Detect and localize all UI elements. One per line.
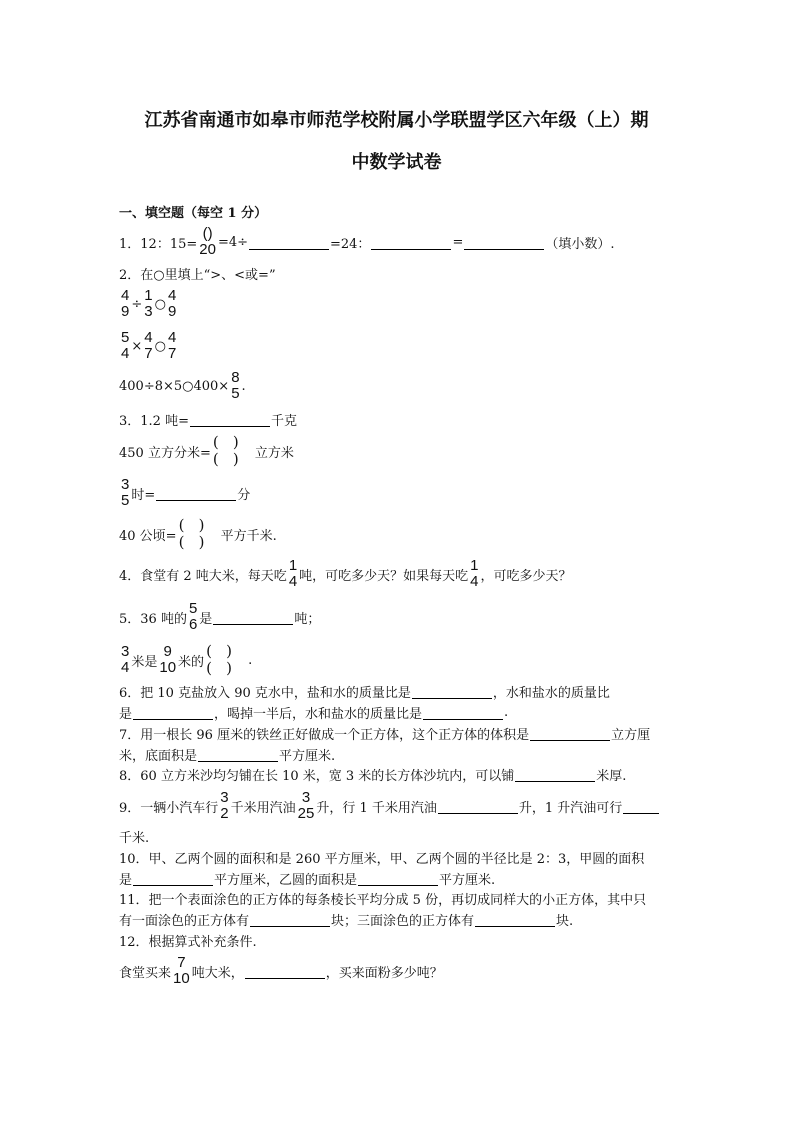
text: 平方厘米. bbox=[439, 872, 496, 888]
fraction bbox=[159, 644, 176, 676]
question-line bbox=[119, 369, 246, 402]
question-line bbox=[119, 642, 253, 677]
text: 11．把一个表面涂色的正方体的每条棱长平均分成 5 份，再切成同样大的小正方体，其中只 bbox=[119, 892, 647, 908]
text: （填小数）. bbox=[545, 236, 615, 252]
numerator: 4 bbox=[121, 287, 130, 304]
text: 是 bbox=[119, 706, 133, 722]
numerator: 3 bbox=[121, 643, 130, 660]
answer-blank[interactable] bbox=[190, 412, 270, 427]
text: 6．把 10 克盐放入 90 克水中，盐和水的质量比是 bbox=[119, 685, 411, 701]
text: 立方厘 bbox=[611, 727, 651, 743]
numerator: 3 bbox=[220, 789, 229, 806]
paren-slot: ( ) bbox=[212, 433, 239, 451]
text: 是 bbox=[119, 872, 133, 888]
denominator: 7 bbox=[144, 345, 153, 362]
answer-blank[interactable] bbox=[249, 235, 329, 250]
question-line bbox=[119, 225, 615, 258]
numerator: () bbox=[202, 225, 213, 242]
denominator: 10 bbox=[173, 970, 190, 987]
numerator: 9 bbox=[163, 643, 172, 660]
question-line bbox=[119, 433, 294, 468]
text: . bbox=[241, 378, 246, 394]
text: 米是 bbox=[131, 654, 158, 670]
paren-fraction-blank[interactable] bbox=[179, 517, 219, 551]
text: 1．12：15= bbox=[119, 236, 198, 252]
text: 米，底面积是 bbox=[119, 748, 198, 764]
numerator: 3 bbox=[121, 476, 130, 493]
text: 有一面涂色的正方体有 bbox=[119, 913, 250, 929]
text: 12．根据算式补充条件. bbox=[119, 934, 257, 950]
denominator: 5 bbox=[231, 385, 240, 402]
fraction bbox=[168, 288, 176, 320]
denominator: 7 bbox=[167, 345, 177, 362]
text: 2．在○里填上“>、<或=” bbox=[119, 267, 276, 283]
question-line bbox=[119, 600, 321, 633]
answer-blank[interactable] bbox=[371, 235, 451, 250]
text: ，买来面粉多少吨？ bbox=[325, 965, 443, 981]
denominator: 4 bbox=[121, 345, 130, 362]
denominator: 20 bbox=[199, 241, 216, 258]
question-line bbox=[119, 329, 178, 362]
text: 4．食堂有 2 吨大米，每天吃 bbox=[119, 568, 287, 584]
answer-blank[interactable] bbox=[475, 912, 555, 927]
answer-blank[interactable] bbox=[133, 705, 213, 720]
numerator: 3 bbox=[301, 789, 311, 806]
text: 10．甲、乙两个圆的面积和是 260 平方厘米，甲、乙两个圆的半径比是 2：3，甲圆的面积 bbox=[119, 851, 645, 867]
text: 平方千米. bbox=[220, 528, 277, 544]
text: ，水和盐水的质量比 bbox=[492, 685, 610, 701]
fraction bbox=[121, 288, 129, 320]
question-line bbox=[119, 476, 251, 509]
fraction bbox=[173, 955, 190, 987]
fraction bbox=[168, 330, 176, 362]
question-line bbox=[119, 557, 572, 590]
text: 3．1.2 吨= bbox=[119, 413, 189, 429]
text: 时= bbox=[131, 487, 156, 503]
fraction bbox=[220, 790, 228, 822]
text: ，喝掉一半后，水和盐水的质量比是 bbox=[214, 706, 423, 722]
answer-blank[interactable] bbox=[530, 726, 610, 741]
question-line bbox=[119, 723, 650, 743]
denominator: 3 bbox=[144, 303, 153, 320]
text: 是 bbox=[199, 611, 213, 627]
text: 升，行 1 千米用汽油 bbox=[316, 800, 437, 816]
text: 平方厘米，乙圆的面积是 bbox=[214, 872, 358, 888]
question-line bbox=[119, 909, 573, 929]
question-line bbox=[119, 868, 495, 888]
paren-slot: ( ) bbox=[178, 516, 205, 534]
text: 吨； bbox=[294, 611, 321, 627]
text: 吨，可吃多少天？如果每天吃 bbox=[299, 568, 469, 584]
answer-blank[interactable] bbox=[412, 684, 492, 699]
text: 米的 bbox=[178, 654, 205, 670]
text: 千米. bbox=[119, 830, 150, 846]
question-line bbox=[119, 263, 276, 283]
text: × bbox=[131, 338, 143, 354]
text: = bbox=[452, 234, 464, 250]
paren-slot: ( ) bbox=[206, 642, 232, 660]
numerator: 1 bbox=[470, 557, 479, 574]
question-line bbox=[119, 930, 257, 950]
fraction bbox=[289, 558, 297, 590]
question-line bbox=[119, 764, 626, 784]
text: 吨大米， bbox=[191, 965, 244, 981]
denominator: 4 bbox=[121, 659, 130, 676]
question-line bbox=[119, 826, 149, 846]
text: ÷ bbox=[131, 296, 143, 312]
denominator: 9 bbox=[121, 303, 130, 320]
text: 40 公顷= bbox=[119, 528, 177, 544]
question-line bbox=[119, 847, 644, 867]
answer-blank[interactable] bbox=[515, 767, 595, 782]
question-line bbox=[119, 888, 646, 908]
fraction bbox=[470, 558, 478, 590]
text: ○ bbox=[154, 296, 166, 312]
paren-slot: ( ) bbox=[212, 450, 239, 468]
denominator: 10 bbox=[159, 659, 177, 676]
fraction bbox=[121, 330, 129, 362]
numerator: 4 bbox=[144, 329, 153, 346]
text: 千克 bbox=[270, 413, 297, 429]
text: =24： bbox=[330, 236, 371, 252]
denominator: 2 bbox=[220, 805, 229, 822]
paren-fraction-blank[interactable] bbox=[213, 434, 253, 468]
numerator: 4 bbox=[167, 287, 177, 304]
answer-blank[interactable] bbox=[213, 610, 293, 625]
numerator: 1 bbox=[144, 287, 153, 304]
text: 升，1 升汽油可行 bbox=[518, 800, 623, 816]
answer-blank[interactable] bbox=[464, 235, 544, 250]
section-heading: 一、填空题（每空 1 分） bbox=[119, 206, 268, 221]
numerator: 5 bbox=[188, 600, 198, 617]
fraction bbox=[121, 477, 129, 509]
question-line bbox=[119, 681, 610, 701]
paren-fraction-blank[interactable] bbox=[206, 643, 246, 677]
fraction bbox=[298, 790, 315, 822]
document-title-line-1: 江苏省南通市如皋市师范学校附属小学联盟学区六年级（上）期 bbox=[144, 110, 649, 131]
fraction bbox=[144, 330, 152, 362]
text: 食堂买来 bbox=[119, 965, 172, 981]
fraction bbox=[199, 226, 216, 258]
answer-blank[interactable] bbox=[250, 912, 330, 927]
text: . bbox=[504, 704, 509, 720]
answer-blank[interactable] bbox=[438, 799, 518, 814]
question-line bbox=[119, 744, 335, 764]
text: . bbox=[248, 652, 253, 668]
denominator: 4 bbox=[288, 573, 298, 590]
question-line bbox=[119, 516, 277, 551]
text: 米厚. bbox=[596, 768, 627, 784]
text: 450 立方分米= bbox=[119, 445, 211, 461]
question-line bbox=[119, 287, 178, 320]
numerator: 8 bbox=[231, 369, 240, 386]
text: ，可吃多少天？ bbox=[480, 568, 572, 584]
text: 千米用汽油 bbox=[230, 800, 296, 816]
answer-blank[interactable] bbox=[623, 799, 659, 814]
text: 7．用一根长 96 厘米的铁丝正好做成一个正方体，这个正方体的体积是 bbox=[119, 727, 530, 743]
text: 400÷8×5○400× bbox=[119, 378, 230, 394]
text: 块；三面涂色的正方体有 bbox=[331, 913, 475, 929]
denominator: 25 bbox=[297, 805, 315, 822]
text: =4÷ bbox=[217, 234, 248, 250]
text: 9．一辆小汽车行 bbox=[119, 800, 219, 816]
fraction bbox=[231, 370, 239, 402]
denominator: 6 bbox=[188, 616, 198, 633]
denominator: 4 bbox=[470, 573, 479, 590]
text: 8．60 立方米沙均匀铺在长 10 米，宽 3 米的长方体沙坑内，可以铺 bbox=[119, 768, 515, 784]
numerator: 4 bbox=[167, 329, 177, 346]
text: 分 bbox=[237, 487, 251, 503]
answer-blank[interactable] bbox=[245, 964, 325, 979]
text: 立方米 bbox=[254, 445, 294, 461]
answer-blank[interactable] bbox=[133, 871, 213, 886]
question-line bbox=[119, 702, 508, 722]
answer-blank[interactable] bbox=[423, 705, 503, 720]
question-line bbox=[119, 789, 660, 822]
answer-blank[interactable] bbox=[358, 871, 438, 886]
numerator: 5 bbox=[121, 329, 130, 346]
denominator: 5 bbox=[121, 492, 130, 509]
question-line bbox=[119, 954, 443, 987]
paren-slot: ( ) bbox=[206, 659, 232, 677]
text: 块. bbox=[556, 913, 574, 929]
paren-slot: ( ) bbox=[178, 533, 205, 551]
numerator: 7 bbox=[177, 954, 186, 971]
fraction bbox=[121, 644, 129, 676]
answer-blank[interactable] bbox=[156, 486, 236, 501]
denominator: 9 bbox=[167, 303, 177, 320]
document-title-line-2: 中数学试卷 bbox=[351, 152, 442, 173]
text: 平方厘米. bbox=[279, 748, 336, 764]
fraction bbox=[144, 288, 152, 320]
text: 5．36 吨的 bbox=[119, 611, 187, 627]
fraction bbox=[189, 601, 197, 633]
question-line bbox=[119, 409, 297, 429]
text: ○ bbox=[154, 338, 166, 354]
answer-blank[interactable] bbox=[198, 747, 278, 762]
numerator: 1 bbox=[288, 557, 298, 574]
